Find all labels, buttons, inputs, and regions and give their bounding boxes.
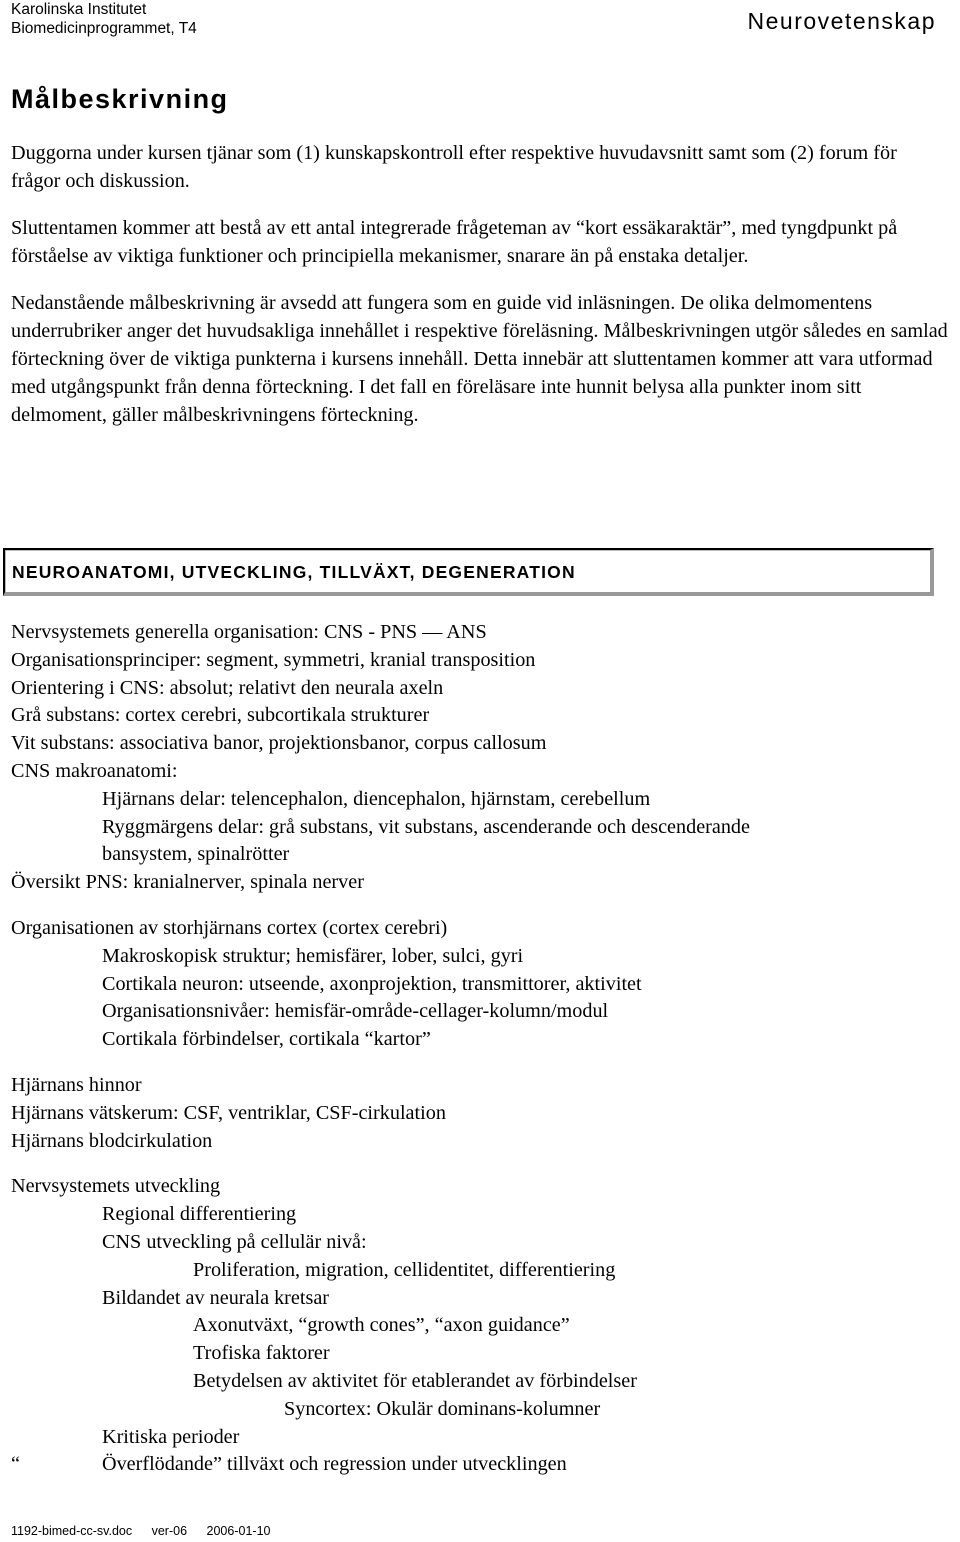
outline-line: CNS makroanatomi: [11, 759, 178, 782]
outline-line: Översikt PNS: kranialnerver, spinala nerver [11, 871, 364, 894]
section-heading: NEUROANATOMI, UTVECKLING, TILLVÄXT, DEGENERATION [12, 562, 576, 582]
stray-quote-mark: “ [11, 1453, 20, 1476]
outline-line: Organisationsprinciper: segment, symmetri, kranial transposition [11, 648, 536, 671]
outline-line: CNS utveckling på cellulär nivå: [102, 1230, 367, 1253]
intro-paragraph: Nedanstående målbeskrivning är avsedd att fungera som en guide vid inläsningen. De olika delmomentens underrubriker anger det huvudsakliga innehållet i respektive föreläsning. Målbeskrivningen utgör således en samlad förteckning över de viktiga punkterna i kursens innehåll. Detta innebär att sluttentamen kommer att vara utformad med utgångspunkt från denna förteckning. I det fall en föreläsare inte hunnit belysa alla punkter inom sitt delmoment, gäller målbeskrivningens förteckning. [11, 292, 948, 426]
outline-line: Ryggmärgens delar: grå substans, vit substans, ascenderande och descenderande [102, 815, 750, 838]
outline-line: Bildandet av neurala kretsar [102, 1286, 330, 1309]
outline-line: Orientering i CNS: absolut; relativt den neurala axeln [11, 676, 444, 699]
header-left [11, 0, 197, 38]
outline-line: Nervsystemets utveckling [11, 1175, 221, 1198]
footer-date: 2006-01-10 [206, 1524, 271, 1538]
outline-line: Hjärnans delar: telencephalon, diencephalon, hjärnstam, cerebellum [102, 787, 651, 810]
intro-text [11, 139, 951, 448]
page-title: Målbeskrivning [11, 84, 229, 114]
header-institution: Karolinska Institutet [11, 1, 147, 18]
outline-line: Kritiska perioder [102, 1425, 240, 1448]
outline-line: Hjärnans vätskerum: CSF, ventriklar, CSF-cirkulation [11, 1101, 446, 1124]
footer-version: ver-06 [151, 1524, 188, 1538]
outline-line: Proliferation, migration, cellidentitet, differentiering [193, 1258, 616, 1281]
outline-list [11, 619, 951, 1479]
outline-line: Trofiska faktorer [193, 1342, 330, 1365]
section-heading-box [3, 548, 934, 596]
outline-line: Regional differentiering [102, 1203, 297, 1226]
outline-line: Axonutväxt, “growth cones”, “axon guidance” [193, 1314, 570, 1337]
footer-doc-id: 1192-bimed-cc-sv.doc [11, 1524, 133, 1538]
header-subject: Neurovetenskap [747, 8, 936, 34]
outline-line: Organisationen av storhjärnans cortex (cortex cerebri) [11, 916, 448, 939]
intro-paragraph: Sluttentamen kommer att bestå av ett antal integrerade frågeteman av “kort essäkaraktär”, med tyngdpunkt på förståelse av viktiga funktioner och principiella mekanismer, snarare än på enstaka detaljer. [11, 217, 898, 267]
outline-line: Grå substans: cortex cerebri, subcortikala strukturer [11, 704, 430, 727]
outline-line: Syncortex: Okulär dominans-kolumner [284, 1397, 601, 1420]
outline-line: Betydelsen av aktivitet för etablerandet av förbindelser [193, 1369, 637, 1392]
outline-line: Vit substans: associativa banor, projektionsbanor, corpus callosum [11, 732, 547, 755]
outline-line-with-quote [11, 1451, 951, 1479]
outline-line: bansystem, spinalrötter [102, 843, 290, 866]
outline-line: Organisationsnivåer: hemisfär-område-cellager-kolumn/modul [102, 1000, 609, 1023]
footer [11, 1524, 286, 1538]
outline-line: Makroskopisk struktur; hemisfärer, lober, sulci, gyri [102, 944, 524, 967]
intro-paragraph: Duggorna under kursen tjänar som (1) kunskapskontroll efter respektive huvudavsnitt samt som (2) forum för frågor och diskussion. [11, 142, 897, 192]
header-program: Biomedicinprogrammet, T4 [11, 20, 197, 37]
outline-line: Överflödande” tillväxt och regression under utvecklingen [102, 1453, 567, 1476]
outline-line: Cortikala förbindelser, cortikala “kartor” [102, 1028, 431, 1051]
outline-line: Nervsystemets generella organisation: CNS - PNS — ANS [11, 621, 487, 643]
outline-line: Hjärnans hinnor [11, 1073, 142, 1096]
outline-line: Hjärnans blodcirkulation [11, 1129, 213, 1152]
outline-line: Cortikala neuron: utseende, axonprojektion, transmittorer, aktivitet [102, 972, 642, 995]
